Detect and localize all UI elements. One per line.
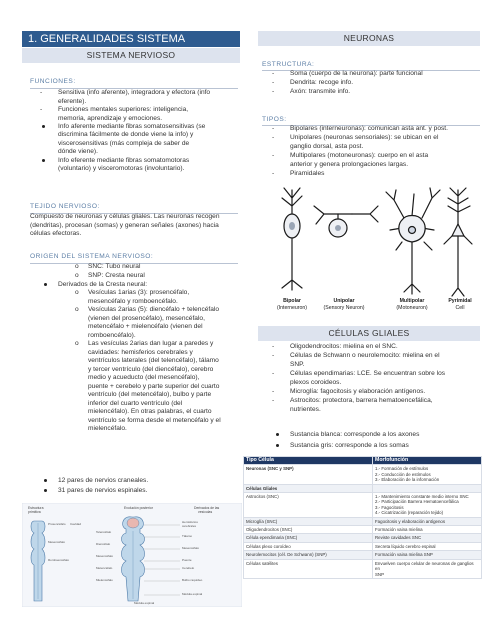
list-item: SNP: Cresta neural <box>88 272 145 279</box>
svg-text:Mesencéfalo: Mesencéfalo <box>48 540 66 544</box>
list-item: Células de Schwann o neurolemocito: mielina en el <box>290 352 440 359</box>
dash-bullet: - <box>272 152 275 159</box>
table-row <box>244 465 482 484</box>
neuron-label-bipolar: Bipolar <box>283 298 301 304</box>
sustancia-blanca: Sustancia blanca: corresponde a los axones <box>290 430 420 438</box>
fig-col3-header: Derivados de las <box>194 506 220 510</box>
dash-bullet: - <box>40 106 43 113</box>
svg-text:vesículas: vesículas <box>198 510 213 514</box>
list-item: Info eferente mediante fibras somatomotoras <box>58 156 190 164</box>
svg-text:primitiva: primitiva <box>28 510 41 514</box>
dash-bullet: - <box>272 343 275 350</box>
bullet <box>42 125 45 128</box>
dash-bullet: - <box>272 134 275 141</box>
bullet <box>44 479 47 482</box>
table-cell-line: Fagocitosis y elaboración antígenos <box>375 518 446 524</box>
svg-text:Puente: Puente <box>182 558 192 562</box>
table-cell-function <box>373 517 482 525</box>
dash-bullet: - <box>40 89 43 96</box>
list-item: (voluntario) y visceromotoras (involuntario). <box>58 165 185 172</box>
list-item: Vesículas 1arias (3): prosencéfalo, <box>88 289 190 296</box>
list-item: inferior del cuarto ventrículo (del <box>88 399 183 407</box>
svg-text:Hemisferios: Hemisferios <box>182 520 198 524</box>
dash-bullet: - <box>272 125 275 132</box>
list-item: y tercer ventrículo (del diencéfalo), cerebro <box>88 365 214 373</box>
table-cell-line: 1.- Mantenimiento constante medio interno SNC <box>375 494 469 500</box>
list-item: Soma (cuerpo de la neurona): parte funcional <box>290 70 423 77</box>
list-item: mielencéfalo. <box>88 425 127 432</box>
fig-col1-header: Estructura <box>28 506 44 510</box>
svg-text:Diencéfalo: Diencéfalo <box>96 542 111 546</box>
bullet <box>42 159 45 162</box>
table-header-row <box>244 457 482 465</box>
table-cell-type: Neuronas (SNC y SNP) <box>244 465 373 484</box>
list-item: mielencéfalo). En otras palabras, el cuarto <box>88 408 212 415</box>
neuron-sub-multipolar: (Motoneuron) <box>396 305 428 311</box>
list-item: Dendrita: recoge info. <box>290 79 354 86</box>
circle-bullet: o <box>75 289 79 296</box>
neuron-label-multipolar: Multipolar <box>399 298 425 304</box>
table-cell-line: SNP <box>375 571 385 577</box>
list-item: discrimina fácilmente de donde viene la info) y <box>58 131 194 138</box>
svg-text:Mielencéfalo: Mielencéfalo <box>96 578 113 582</box>
circle-bullet: o <box>75 272 79 279</box>
dash-bullet: - <box>272 70 275 77</box>
dash-bullet: - <box>272 79 275 86</box>
table-cell-type: Oligodendrocitos (SNC) <box>244 526 373 534</box>
list-item: ganglio dorsal, asta post. <box>290 142 364 150</box>
bullet <box>276 444 279 447</box>
table-cell-function <box>373 484 482 492</box>
section-title-sistema-nervioso: SISTEMA NERVIOSO <box>22 48 240 63</box>
table-cell-type: Célula ependimaria (SNC) <box>244 534 373 542</box>
cell-types-table <box>243 456 482 579</box>
table-row <box>244 484 482 492</box>
sustancia-gris: Sustancia gris: corresponde a los somas <box>290 441 409 449</box>
tipos-label: TIPOS: <box>262 116 287 123</box>
list-item: memoria, aprendizaje y emociones. <box>58 114 163 122</box>
circle-bullet: o <box>75 340 79 347</box>
list-item: Las vesículas 2arias dan lugar a paredes y <box>88 340 214 347</box>
table-cell-function <box>373 493 482 518</box>
list-item: (vienen del prosencéfalo), mesencéfalo, <box>88 314 205 322</box>
table-row <box>244 542 482 550</box>
circle-bullet: o <box>75 263 79 270</box>
svg-text:Cerebelo: Cerebelo <box>182 566 195 570</box>
list-item: Astrocitos: protectora, barrera hematoencefálica, <box>290 397 433 404</box>
list-item: nutrientes. <box>290 405 321 413</box>
svg-text:Prosencéfalo: Prosencéfalo <box>48 522 66 526</box>
origen-label: ORIGEN DEL SISTEMA NERVIOSO: <box>30 253 154 260</box>
list-item: Células ependimarias: LCE. Se encuentran sobre los <box>290 370 446 377</box>
bullet <box>44 489 47 492</box>
svg-text:Bulbo raquídeo: Bulbo raquídeo <box>182 578 203 582</box>
list-item: Piramidales <box>290 170 325 177</box>
dash-bullet: - <box>272 388 275 395</box>
table-cell-type: Astrocitos (SNC) <box>244 493 373 518</box>
list-item: ventrículo se forma desde el metencéfalo y el <box>88 416 221 424</box>
section-title-neuronas: NEURONAS <box>258 31 480 46</box>
table-cell-line: Envuelven cuerpo celular de neuronas de ganglios en <box>375 560 474 572</box>
list-item: Multipolares (motoneuronas): cuerpo en el asta <box>290 152 429 159</box>
tejido-text-line: Compuesto de neuronas y células gliales. Las neuronas recogen <box>30 213 220 220</box>
list-item: Vesículas 2arias (5): diencéfalo + telencéfalo <box>88 306 220 313</box>
table-cell-line: Reviste cavidades SNC <box>375 535 422 541</box>
table-cell-line: 2.- Conducción de estímulos <box>375 471 431 477</box>
bullet <box>276 433 279 436</box>
list-item: viscerosensitivas (más compleja de saber de <box>58 139 190 147</box>
table-cell-function <box>373 465 482 484</box>
dash-bullet: - <box>272 352 275 359</box>
list-item: SNP. <box>290 360 305 368</box>
table-cell-type: Células satélites <box>244 559 373 578</box>
table-cell-type: Neurolemocitos (cél. De Schwann) (SNP) <box>244 551 373 559</box>
table-cell-function <box>373 526 482 534</box>
svg-text:Médula espinal: Médula espinal <box>134 601 155 605</box>
svg-text:cerebrales: cerebrales <box>182 524 197 528</box>
table-cell-line: 1.- Formación de estímulos <box>375 466 429 472</box>
list-item: 31 pares de nervios espinales. <box>58 486 148 494</box>
neuron-label-unipolar: Unipolar <box>333 298 355 304</box>
table-cell-line: 2.- Participación Barrera Hematoencefálica <box>375 499 459 505</box>
list-item: Unipolares (neuronas sensoriales): se ubican en el <box>290 134 439 141</box>
list-item: plexos coroideos. <box>290 378 342 386</box>
table-row <box>244 551 482 559</box>
estructura-label: ESTRUCTURA: <box>262 61 315 68</box>
bullet <box>44 283 47 286</box>
svg-text:Romboencéfalo: Romboencéfalo <box>48 558 70 562</box>
list-item: Funciones mentales superiores: inteligencia, <box>58 106 189 113</box>
table-cell-function <box>373 551 482 559</box>
table-cell-function <box>373 559 482 578</box>
list-item: ventrículos laterales (del telencéfalo), tálamo <box>88 357 219 364</box>
neuron-sub-bipolar: (Interneuron) <box>277 305 307 311</box>
list-item: anterior y genera prolongaciones largas. <box>290 160 409 168</box>
dash-bullet: - <box>272 397 275 404</box>
table-row <box>244 526 482 534</box>
svg-text:Tálamo: Tálamo <box>182 534 193 538</box>
table-row <box>244 493 482 518</box>
list-item: Bipolares (interneuronas): comunican asta ant. y post. <box>290 125 448 132</box>
svg-text:Mesencéfalo: Mesencéfalo <box>182 546 200 550</box>
table-cell-type: Microglía (SNC) <box>244 517 373 525</box>
section-title-celulas-gliales: CÉLULAS GLIALES <box>258 326 480 341</box>
neuron-types-illustration <box>262 184 480 320</box>
tejido-label: TEJIDO NERVIOSO: <box>30 203 100 210</box>
table-cell-function <box>373 534 482 542</box>
table-header: Tipo Célula <box>244 457 373 465</box>
table-cell-function <box>373 542 482 550</box>
svg-text:Cavidad: Cavidad <box>70 522 82 526</box>
neuron-sub-unipolar: (Sensory Neuron) <box>323 305 365 311</box>
table-cell-line: 3.- Fagocitosis <box>375 504 404 510</box>
list-item: puente + cerebelo y parte superior del cuarto <box>88 382 220 390</box>
list-item: SNC: Tubo neural <box>88 263 141 270</box>
table-cell-line: Secreta líquido cerebro espinal <box>375 543 436 549</box>
page-title: 1. GENERALIDADES SISTEMA <box>22 31 240 47</box>
list-item: 12 pares de nervios craneales. <box>58 476 149 484</box>
list-item: Oligodendrocitos: mielina en el SNC. <box>290 343 398 350</box>
tejido-text-line: (dendritas), procesan (somas) y generan señales (axones) hacia <box>30 221 219 229</box>
table-cell-line: Formación vaina mielina SNP <box>375 552 433 558</box>
list-item: Microglía: fagocitosis y elaboración antígenos. <box>290 388 426 395</box>
svg-text:Telencéfalo: Telencéfalo <box>96 530 112 534</box>
list-item: eferente). <box>58 97 87 105</box>
table-row <box>244 534 482 542</box>
table-cell-line: Formación vaina mielina <box>375 527 423 533</box>
table-cell-line: 4.- Cicatrización (reparación tejido) <box>375 510 444 516</box>
table-cell-type: Células plexo coroídeo <box>244 542 373 550</box>
vesicles-diagram <box>22 503 242 607</box>
table-cell-type: Células Gliales <box>244 484 373 492</box>
table-row <box>244 559 482 578</box>
list-item: mesencéfalo y romboencéfalo. <box>88 297 178 305</box>
tejido-text-line: células efectoras. <box>30 230 82 237</box>
list-item: Sensitiva (info aferente), integradora y efectora (info <box>58 89 211 96</box>
list-item: Derivados de la Cresta neural: <box>58 280 148 288</box>
svg-text:Metencéfalo: Metencéfalo <box>96 566 113 570</box>
svg-text:Mesencéfalo: Mesencéfalo <box>96 554 114 558</box>
dash-bullet: - <box>272 170 275 177</box>
table-header: Morfofunción <box>373 457 482 465</box>
neuron-label-pyramidal: Pyrimidal <box>448 298 472 304</box>
list-item: Info aferente mediante fibras somatosensitivas (se <box>58 122 206 130</box>
list-item: metencéfalo + mielencéfalo (vienen del <box>88 323 203 330</box>
list-item: romboencéfalo). <box>88 331 136 339</box>
neuron-sub-pyramidal: Cell <box>455 305 465 311</box>
funciones-label: FUNCIONES: <box>30 78 76 85</box>
circle-bullet: o <box>75 306 79 313</box>
table-row <box>244 517 482 525</box>
list-item: ventrículo (del metencéfalo), bulbo y parte <box>88 391 212 398</box>
list-item: dónde viene). <box>58 148 98 155</box>
list-item: cavidades: hemisferios cerebrales y <box>88 348 193 356</box>
table-cell-line: 3.- Elaboración de la información <box>375 477 440 483</box>
svg-text:Médula espinal: Médula espinal <box>182 592 203 596</box>
dash-bullet: - <box>272 370 275 377</box>
list-item: Axón: transmite info. <box>290 88 351 95</box>
dash-bullet: - <box>272 88 275 95</box>
fig-col2-header: Evolución posterior <box>124 506 153 510</box>
list-item: medio y acueducto (del mesencéfalo), <box>88 374 200 381</box>
